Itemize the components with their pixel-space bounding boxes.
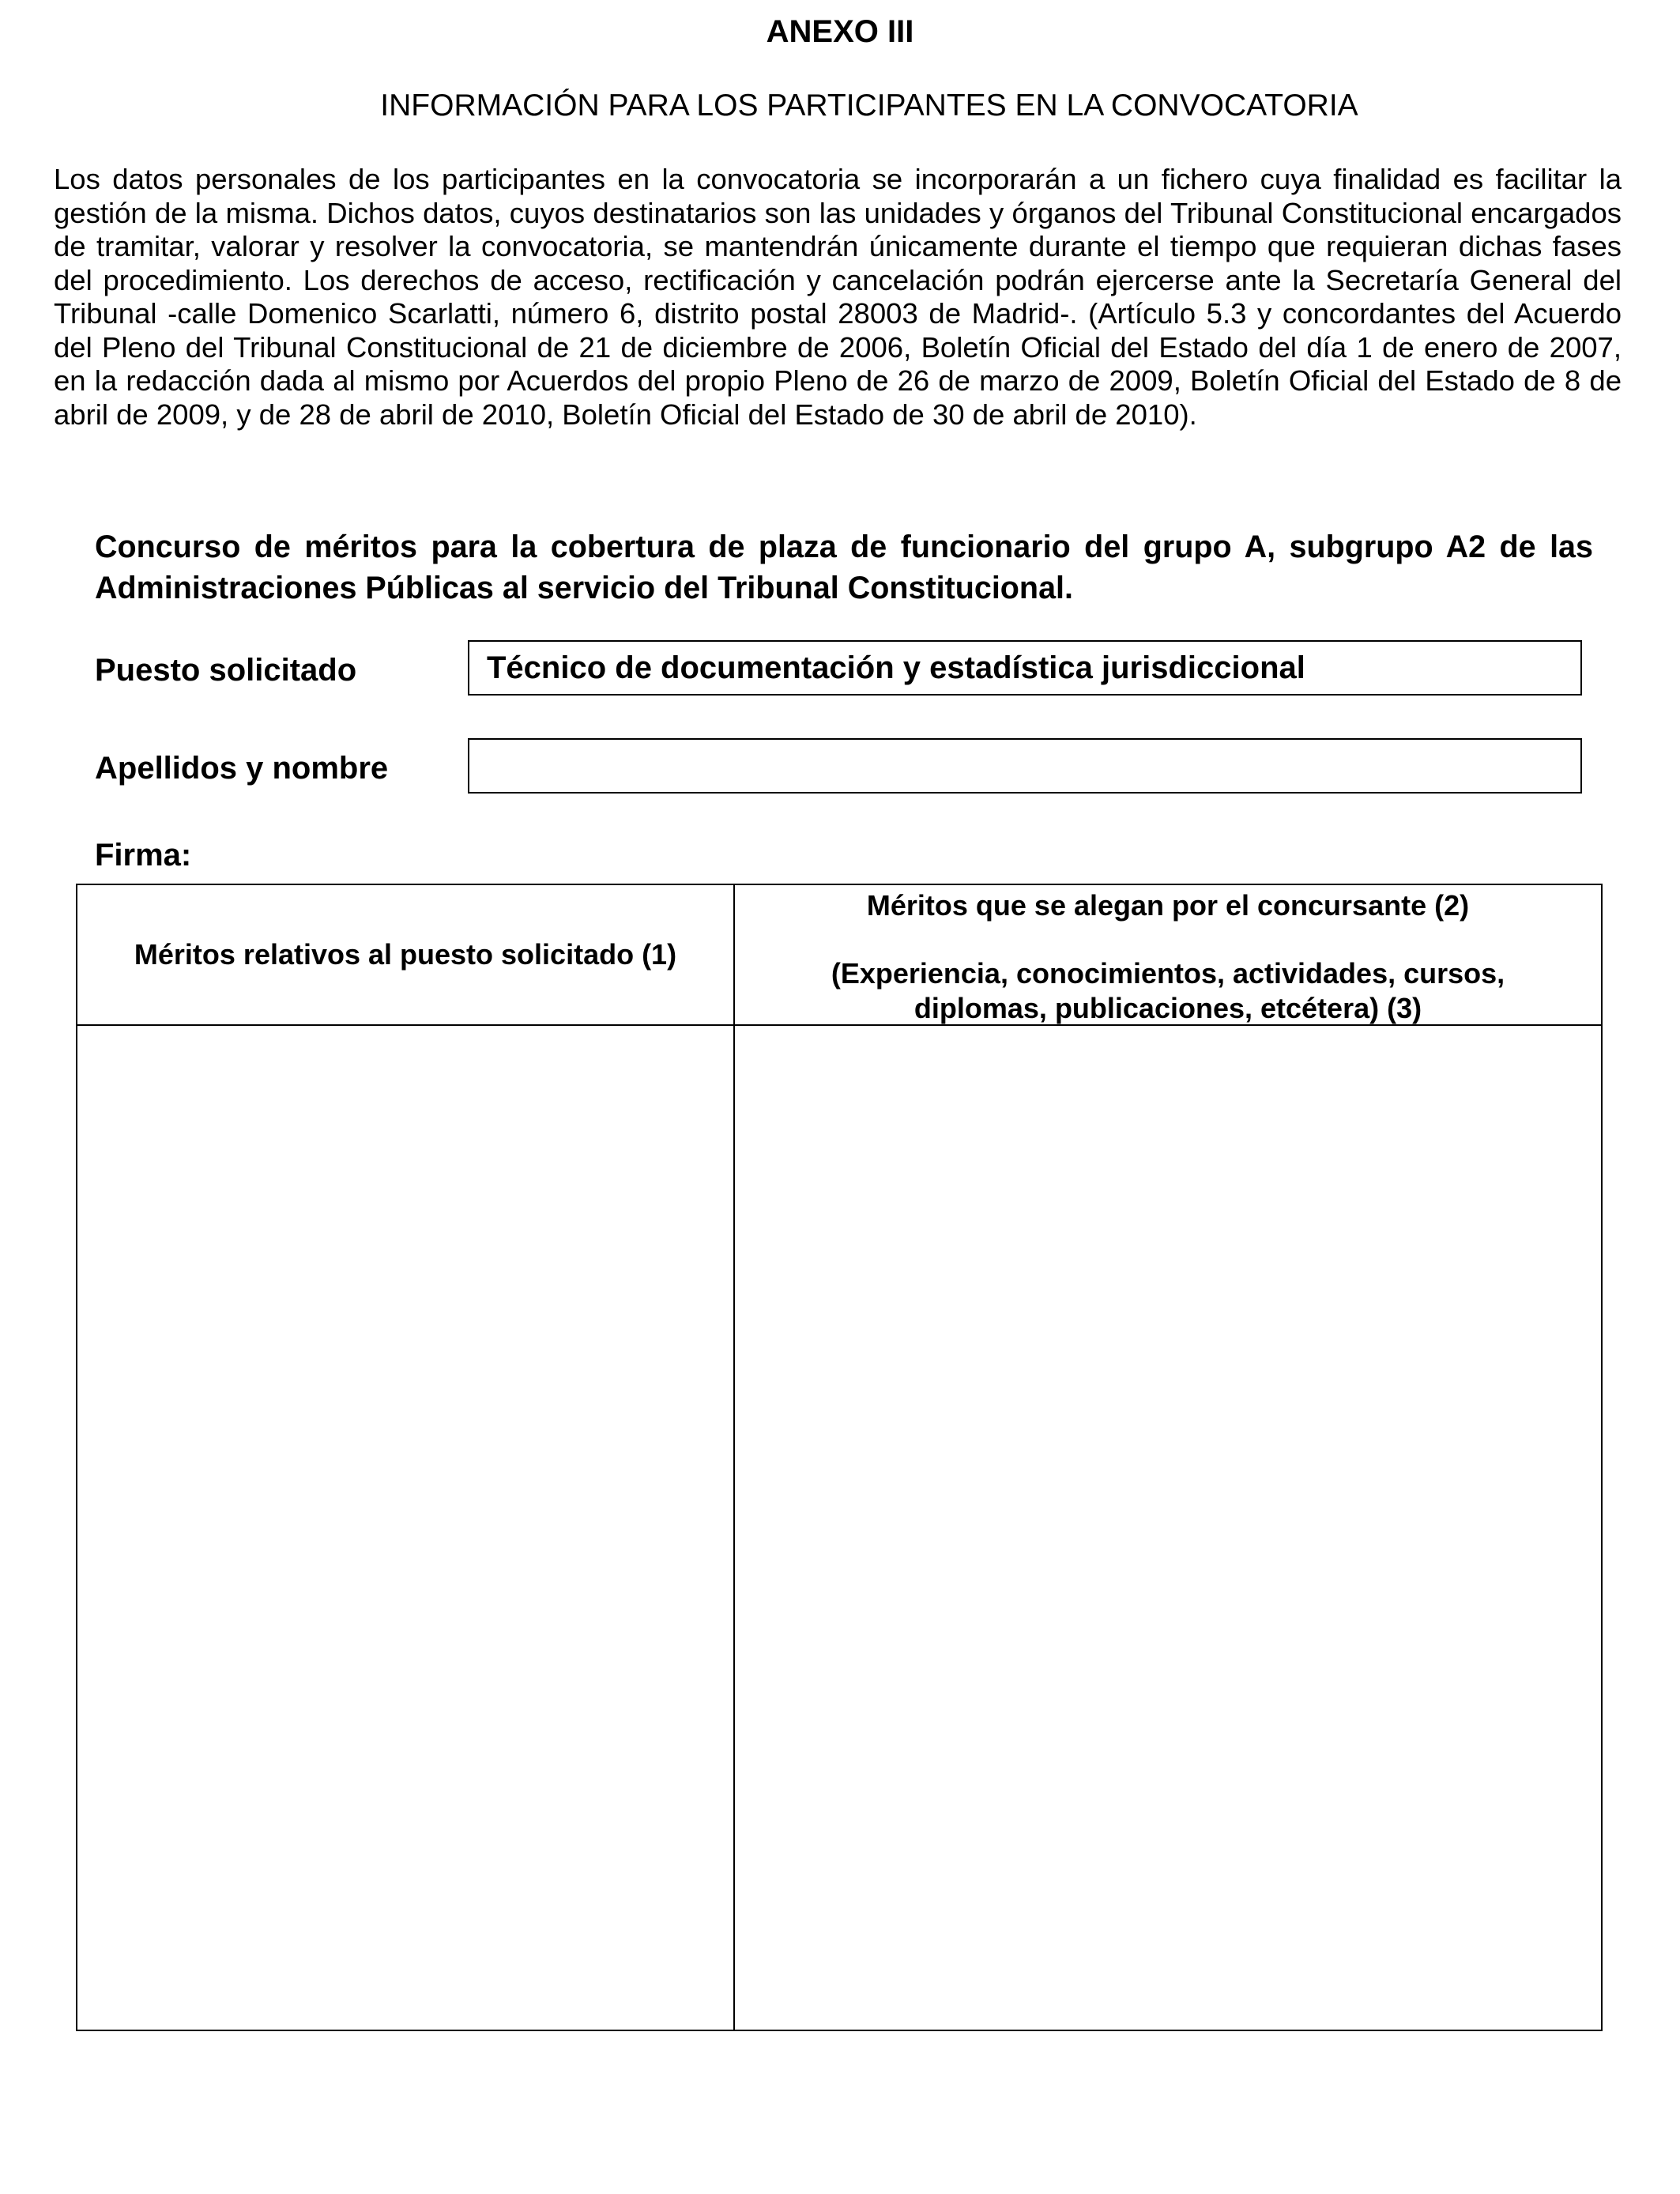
apellidos-field[interactable] <box>468 738 1582 794</box>
document-subtitle: INFORMACIÓN PARA LOS PARTICIPANTES EN LA CONVOCATORIA <box>380 89 1358 123</box>
merits-table <box>76 884 1603 2031</box>
merits-claimed-cell[interactable] <box>735 1026 1601 2030</box>
contest-heading: Concurso de méritos para la cobertura de plaza de funcionario del grupo A, subgrupo A2 de las Administraciones Públicas al servicio del Tribunal Constitucional. <box>95 530 1593 605</box>
privacy-notice-paragraph: Los datos personales de los participantes en la convocatoria se incorporarán a un fichero cuya finalidad es facilitar la gestión de la misma. Dichos datos, cuyos destinatarios son las unidades y órganos del Tribunal Constitucional encargados de tramitar, valorar y resolver la convocatoria, se mantendrán únicamente durante el tiempo que requieran dichas fases del procedimiento. Los derechos de acceso, rectificación y cancelación podrán ejercerse ante la Secretaría General del Tribunal -calle Domenico Scarlatti, número 6, distrito postal 28003 de Madrid-. (Artículo 5.3 y concordantes del Acuerdo del Pleno del Tribunal Constitucional de 21 de diciembre de 2006, Boletín Oficial del Estado del día 1 de enero de 2007, en la redacción dada al mismo por Acuerdos del propio Pleno de 26 de marzo de 2009, Boletín Oficial del Estado de 8 de abril de 2009, y de 28 de abril de 2010, Boletín Oficial del Estado de 30 de abril de 2010). <box>54 163 1622 431</box>
merits-claimed-header <box>735 885 1601 1024</box>
merits-position-header <box>77 885 733 1024</box>
merits-claimed-header-title: Méritos que se alegan por el concursante (2) <box>866 889 1470 922</box>
apellidos-label: Apellidos y nombre <box>95 751 389 786</box>
merits-position-cell[interactable] <box>77 1026 733 2030</box>
puesto-label: Puesto solicitado <box>95 653 357 688</box>
merits-position-header-text: Méritos relativos al puesto solicitado (1) <box>134 938 677 971</box>
merits-claimed-header-note: (Experiencia, conocimientos, actividades, cursos, diplomas, publicaciones, etcétera) (3) <box>831 957 1505 1024</box>
firma-label: Firma: <box>95 838 192 873</box>
puesto-field[interactable]: Técnico de documentación y estadística jurisdiccional <box>468 640 1582 696</box>
annex-title: ANEXO III <box>766 14 914 49</box>
